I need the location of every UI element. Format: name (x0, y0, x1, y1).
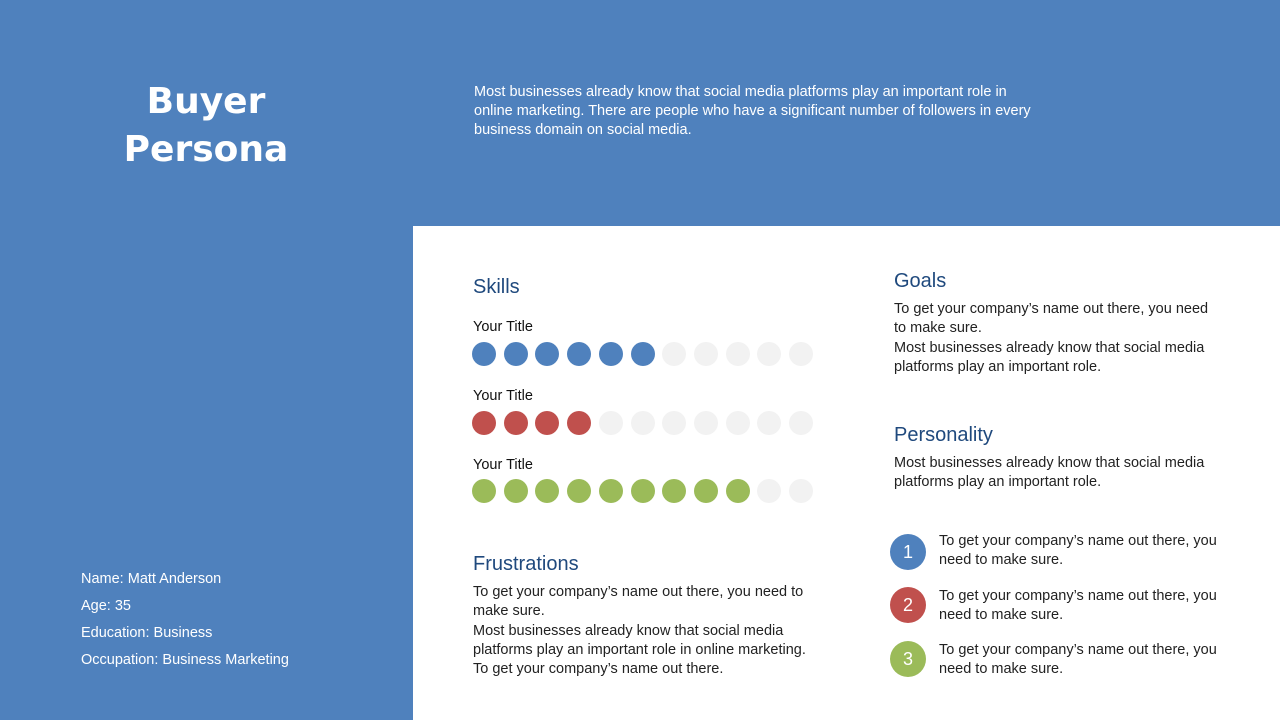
profile-name: Name: Matt Anderson (81, 571, 222, 587)
skill-dot-filled (567, 342, 591, 366)
skill-dot-filled (472, 479, 496, 503)
personality-text: Most businesses already know that social media platforms play an important role. (894, 455, 1205, 491)
skill-dot-empty (789, 342, 813, 366)
skill-dot-empty (726, 411, 750, 435)
personality-heading: Personality (894, 424, 993, 446)
skill-label-1: Your Title (473, 319, 533, 335)
skill-dot-filled (631, 479, 655, 503)
page-title (100, 78, 312, 174)
skill-dot-empty (789, 411, 813, 435)
title-line-2: Persona (123, 129, 289, 170)
skill-dot-filled (567, 479, 591, 503)
personality-item-3: To get your company’s name out there, you need to make sure. (939, 642, 1217, 678)
personality-item-2: To get your company’s name out there, you need to make sure. (939, 588, 1217, 624)
skill-dot-empty (789, 479, 813, 503)
skill-dot-filled (472, 342, 496, 366)
skill-dot-empty (694, 342, 718, 366)
skill-dot-filled (504, 479, 528, 503)
frustrations-line-3: To get your company’s name out there. (473, 661, 724, 678)
profile-details (81, 568, 289, 676)
skill-dot-empty (599, 411, 623, 435)
frustrations-line-2: Most businesses already know that social media platforms play an important role in online marketing. (473, 622, 806, 658)
goals-text (894, 300, 1219, 377)
skill-dot-filled (567, 411, 591, 435)
skill-dot-empty (662, 411, 686, 435)
skill-dot-filled (472, 411, 496, 435)
frustrations-heading: Frustrations (473, 553, 579, 575)
profile-education: Education: Business (81, 625, 213, 641)
title-line-1: Buyer (146, 81, 266, 122)
personality-number-1: 1 (890, 534, 926, 570)
skill-dot-filled (662, 479, 686, 503)
frustrations-line-1: To get your company’s name out there, you need to make sure. (473, 584, 804, 620)
goals-line-2: Most businesses already know that social media platforms play an important role. (894, 339, 1205, 375)
skill-dot-filled (631, 342, 655, 366)
skill-dot-filled (599, 479, 623, 503)
goals-line-1: To get your company’s name out there, you need to make sure. (894, 301, 1209, 337)
skill-dot-empty (694, 411, 718, 435)
personality-number-2: 2 (890, 587, 926, 623)
personality-item-1: To get your company’s name out there, you need to make sure. (939, 533, 1217, 569)
profile-age: Age: 35 (81, 598, 131, 614)
skill-dot-filled (504, 411, 528, 435)
skill-dot-empty (726, 342, 750, 366)
profile-occupation: Occupation: Business Marketing (81, 652, 289, 668)
skill-dot-empty (631, 411, 655, 435)
skill-dot-filled (599, 342, 623, 366)
skill-dot-filled (694, 479, 718, 503)
skill-dot-empty (662, 342, 686, 366)
frustrations-text (473, 583, 833, 679)
personality-number-3: 3 (890, 641, 926, 677)
goals-heading: Goals (894, 270, 947, 292)
intro-text: Most businesses already know that social media platforms play an important role in online marketing. There are people who have a significant number of followers in every business domain on social media. (474, 84, 1031, 138)
skill-label-2: Your Title (473, 388, 533, 404)
skills-heading: Skills (473, 276, 520, 298)
skill-label-3: Your Title (473, 457, 533, 473)
skill-dot-filled (726, 479, 750, 503)
skill-dot-filled (504, 342, 528, 366)
